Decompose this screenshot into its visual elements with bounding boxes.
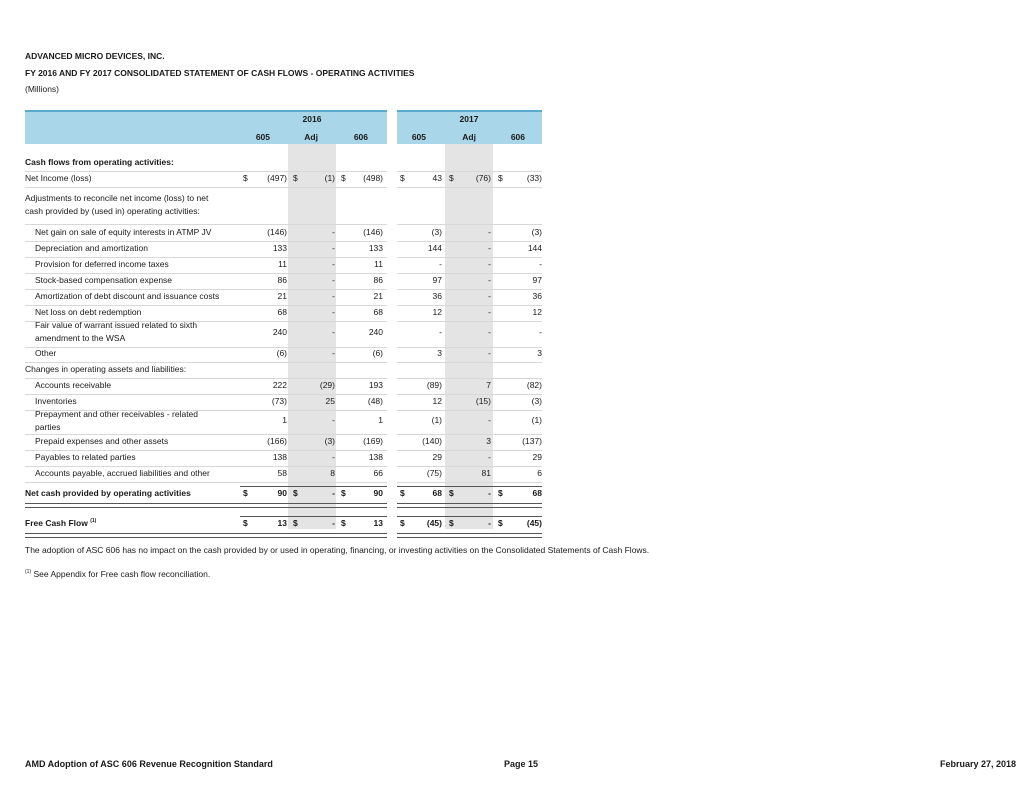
row-label-text: Prepayment and other receivables - related (35, 409, 199, 419)
table-cell: 81 (481, 468, 491, 478)
total-bottom-rule (397, 503, 542, 508)
table-cell: 1 (378, 415, 383, 425)
table-cell: 3 (537, 348, 542, 358)
table-cell: (3) (324, 436, 335, 446)
row-divider (25, 187, 387, 188)
table-cell: 90 (277, 488, 287, 498)
dollar-sign: $ (400, 173, 405, 183)
table-cell: 12 (432, 396, 442, 406)
total-top-rule (240, 516, 387, 517)
row-label-text: Net Income (loss) (25, 173, 92, 183)
table-cell: (498) (363, 173, 383, 183)
table-cell: - (332, 259, 335, 269)
row-label-text: Free Cash Flow (25, 518, 88, 528)
row-label-text: Net cash provided by operating activities (25, 488, 191, 498)
table-cell: 29 (532, 452, 542, 462)
table-cell: 240 (272, 327, 287, 337)
column-header: 606 (353, 132, 368, 142)
table-cell: 21 (277, 291, 287, 301)
table-cell: - (332, 307, 335, 317)
table-cell: (15) (475, 396, 491, 406)
dollar-sign: $ (243, 488, 248, 498)
dollar-sign: $ (498, 173, 503, 183)
table-row (25, 289, 542, 305)
table-cell: 97 (532, 275, 542, 285)
column-header: Adj (462, 132, 476, 142)
footnote-mark: (1) (25, 569, 32, 576)
table-cell: - (488, 518, 491, 528)
table-cell: - (332, 275, 335, 285)
table-cell: 11 (278, 259, 287, 269)
table-cell: 21 (373, 291, 383, 301)
row-label (35, 291, 219, 301)
table-row (25, 346, 542, 362)
dollar-sign: $ (293, 518, 298, 528)
dollar-sign: $ (243, 518, 248, 528)
table-cell: 1 (282, 415, 287, 425)
table-cell: (3) (531, 396, 542, 406)
year-label-2017: 2017 (459, 114, 479, 124)
table-cell: 13 (277, 518, 287, 528)
table-cell: - (488, 227, 491, 237)
row-label (35, 396, 77, 406)
dollar-sign: $ (449, 173, 454, 183)
column-header: 606 (510, 132, 525, 142)
table-row (25, 155, 542, 171)
table-cell: - (332, 243, 335, 253)
table-row (25, 362, 542, 378)
total-bottom-rule (397, 533, 542, 538)
table-cell: 138 (368, 452, 383, 462)
row-label-text: Payables to related parties (35, 452, 136, 462)
row-label-text: Fair value of warrant issued related to sixth (35, 320, 198, 330)
table-cell: - (488, 415, 491, 425)
table-cell: (45) (426, 518, 442, 528)
table-cell: 133 (272, 243, 287, 253)
table-cell: (3) (531, 227, 542, 237)
dollar-sign: $ (293, 488, 298, 498)
table-row (25, 225, 542, 241)
dollar-sign: $ (449, 518, 454, 528)
table-cell: 11 (374, 259, 383, 269)
table-cell: 133 (368, 243, 383, 253)
table-cell: (89) (426, 380, 442, 390)
table-cell: (146) (363, 227, 383, 237)
dollar-sign: $ (341, 518, 346, 528)
table-cell: - (332, 227, 335, 237)
table-cell: (1) (431, 415, 442, 425)
table-cell: - (539, 327, 542, 337)
row-label (35, 275, 172, 285)
row-label (35, 468, 210, 478)
table-cell: (140) (422, 436, 442, 446)
table-cell: 12 (532, 307, 542, 317)
footer-left: AMD Adoption of ASC 606 Revenue Recognition Standard (25, 759, 273, 769)
row-label-text: Provision for deferred income taxes (35, 259, 169, 269)
table-cell: (166) (267, 436, 287, 446)
table-cell: (1) (324, 173, 335, 183)
table-cell: - (332, 291, 335, 301)
total-top-rule (397, 516, 542, 517)
table-cell: - (332, 488, 335, 498)
table-cell: 90 (373, 488, 383, 498)
table-cell: (73) (271, 396, 287, 406)
row-label-text: Accounts receivable (35, 380, 112, 390)
table-cell: 240 (368, 327, 383, 337)
table-cell: 86 (277, 275, 287, 285)
row-label (35, 380, 111, 390)
table-cell: (75) (426, 468, 442, 478)
table-cell: - (488, 243, 491, 253)
row-label (35, 408, 198, 434)
table-row (25, 378, 542, 394)
table-cell: - (488, 488, 491, 498)
table-cell: (169) (363, 436, 383, 446)
dollar-sign: $ (449, 488, 454, 498)
row-label (35, 319, 197, 345)
company-name: ADVANCED MICRO DEVICES, INC. (25, 51, 165, 61)
row-label (25, 364, 186, 374)
table-cell: 43 (432, 173, 442, 183)
dollar-sign: $ (341, 488, 346, 498)
dollar-sign: $ (498, 518, 503, 528)
dollar-sign: $ (498, 488, 503, 498)
table-cell: 138 (272, 452, 287, 462)
total-bottom-rule (25, 503, 387, 508)
row-label-text: Net gain on sale of equity interests in ATMP JV (35, 227, 212, 237)
table-cell: 222 (272, 380, 287, 390)
table-row (25, 171, 542, 187)
table-cell: 144 (427, 243, 442, 253)
table-cell: - (332, 452, 335, 462)
table-cell: 36 (432, 291, 442, 301)
row-label-text: Accounts payable, accrued liabilities and other (35, 468, 210, 478)
table-cell: - (488, 275, 491, 285)
row-label-text: Inventories (35, 396, 77, 406)
dollar-sign: $ (400, 488, 405, 498)
units-label: (Millions) (25, 84, 59, 94)
footnote (25, 569, 210, 579)
table-cell: - (488, 259, 491, 269)
table-cell: (82) (526, 380, 542, 390)
row-label-text: Adjustments to reconcile net income (loss) to net (25, 193, 209, 203)
table-cell: 97 (432, 275, 442, 285)
row-label-text: Other (35, 348, 57, 358)
total-top-rule (240, 486, 387, 487)
row-label-text: Amortization of debt discount and issuance costs (35, 291, 220, 301)
footnote-mark: (1) (90, 518, 97, 525)
table-cell: (76) (475, 173, 491, 183)
table-cell: 6 (537, 468, 542, 478)
table-cell: - (332, 327, 335, 337)
table-cell: - (488, 291, 491, 301)
row-label (35, 436, 168, 446)
row-label-text: parties (35, 422, 61, 432)
row-label (35, 348, 56, 358)
dollar-sign: $ (341, 173, 346, 183)
total-top-rule (397, 486, 542, 487)
statement-title: FY 2016 AND FY 2017 CONSOLIDATED STATEMENT OF CASH FLOWS - OPERATING ACTIVITIES (25, 68, 415, 78)
table-row (25, 486, 542, 502)
row-label-text: amendment to the WSA (35, 333, 126, 343)
table-cell: 58 (277, 468, 287, 478)
year-label-2016: 2016 (302, 114, 322, 124)
row-divider (397, 187, 542, 188)
row-divider (25, 482, 387, 483)
table-cell: - (488, 348, 491, 358)
table-row (25, 319, 542, 347)
table-cell: 68 (532, 488, 542, 498)
row-label-text: Changes in operating assets and liabilities: (25, 364, 187, 374)
row-label (35, 307, 141, 317)
table-cell: - (439, 327, 442, 337)
table-cell: (45) (526, 518, 542, 528)
column-header: 605 (411, 132, 426, 142)
table-cell: 193 (368, 380, 383, 390)
table-row (25, 434, 542, 450)
table-cell: 144 (527, 243, 542, 253)
table-cell: 86 (373, 275, 383, 285)
table-row (25, 516, 542, 532)
table-cell: (3) (431, 227, 442, 237)
table-cell: 7 (486, 380, 491, 390)
footer-page: Page 15 (504, 759, 539, 769)
table-cell: 3 (437, 348, 442, 358)
table-cell: - (488, 307, 491, 317)
table-row (25, 241, 542, 257)
footnote-text: See Appendix for Free cash flow reconciliation. (33, 569, 211, 579)
table-cell: - (332, 518, 335, 528)
row-label-text: cash provided by (used in) operating activities: (25, 206, 200, 216)
row-label (35, 227, 211, 237)
row-label-text: Stock-based compensation expense (35, 275, 173, 285)
table-cell: (29) (319, 380, 335, 390)
table-cell: (33) (526, 173, 542, 183)
column-header: Adj (304, 132, 318, 142)
table-cell: 29 (432, 452, 442, 462)
table-row (25, 257, 542, 273)
table-row (25, 273, 542, 289)
table-cell: - (332, 348, 335, 358)
table-row (25, 466, 542, 482)
table-cell: - (488, 452, 491, 462)
table-cell: (1) (531, 415, 542, 425)
adoption-note: The adoption of ASC 606 has no impact on the cash provided by or used in operating, financing, or investing activities on the Consolidated Statements of Cash Flows. (25, 545, 650, 555)
table-cell: 8 (330, 468, 335, 478)
table-cell: (6) (276, 348, 287, 358)
table-row (25, 192, 542, 224)
row-label (25, 192, 208, 218)
row-label (25, 518, 96, 528)
table-cell: 25 (325, 396, 335, 406)
row-label-text: Cash flows from operating activities: (25, 157, 174, 167)
table-cell: (48) (367, 396, 383, 406)
table-cell: 12 (432, 307, 442, 317)
table-cell: - (332, 415, 335, 425)
table-cell: (146) (267, 227, 287, 237)
table-cell: 66 (373, 468, 383, 478)
table-cell: 13 (373, 518, 383, 528)
footer-date: February 27, 2018 (940, 759, 1017, 769)
row-label (25, 488, 191, 498)
row-label-text: Depreciation and amortization (35, 243, 148, 253)
dollar-sign: $ (400, 518, 405, 528)
table-cell: (137) (522, 436, 542, 446)
table-cell: 68 (373, 307, 383, 317)
table-cell: 68 (432, 488, 442, 498)
column-header: 605 (255, 132, 270, 142)
table-cell: (6) (372, 348, 383, 358)
table-cell: - (439, 259, 442, 269)
row-label-text: Prepaid expenses and other assets (35, 436, 169, 446)
table-row (25, 450, 542, 466)
table-cell: - (539, 259, 542, 269)
table-cell: 68 (277, 307, 287, 317)
table-cell: 3 (486, 436, 491, 446)
table-row (25, 408, 542, 434)
table-cell: (497) (267, 173, 287, 183)
table-cell: - (488, 327, 491, 337)
row-label (25, 157, 174, 167)
row-label (25, 173, 92, 183)
dollar-sign: $ (243, 173, 248, 183)
row-divider (397, 482, 542, 483)
row-label (35, 452, 136, 462)
row-label (35, 259, 169, 269)
row-label (35, 243, 148, 253)
row-label-text: Net loss on debt redemption (35, 307, 142, 317)
dollar-sign: $ (293, 173, 298, 183)
table-cell: 36 (532, 291, 542, 301)
total-bottom-rule (25, 533, 387, 538)
